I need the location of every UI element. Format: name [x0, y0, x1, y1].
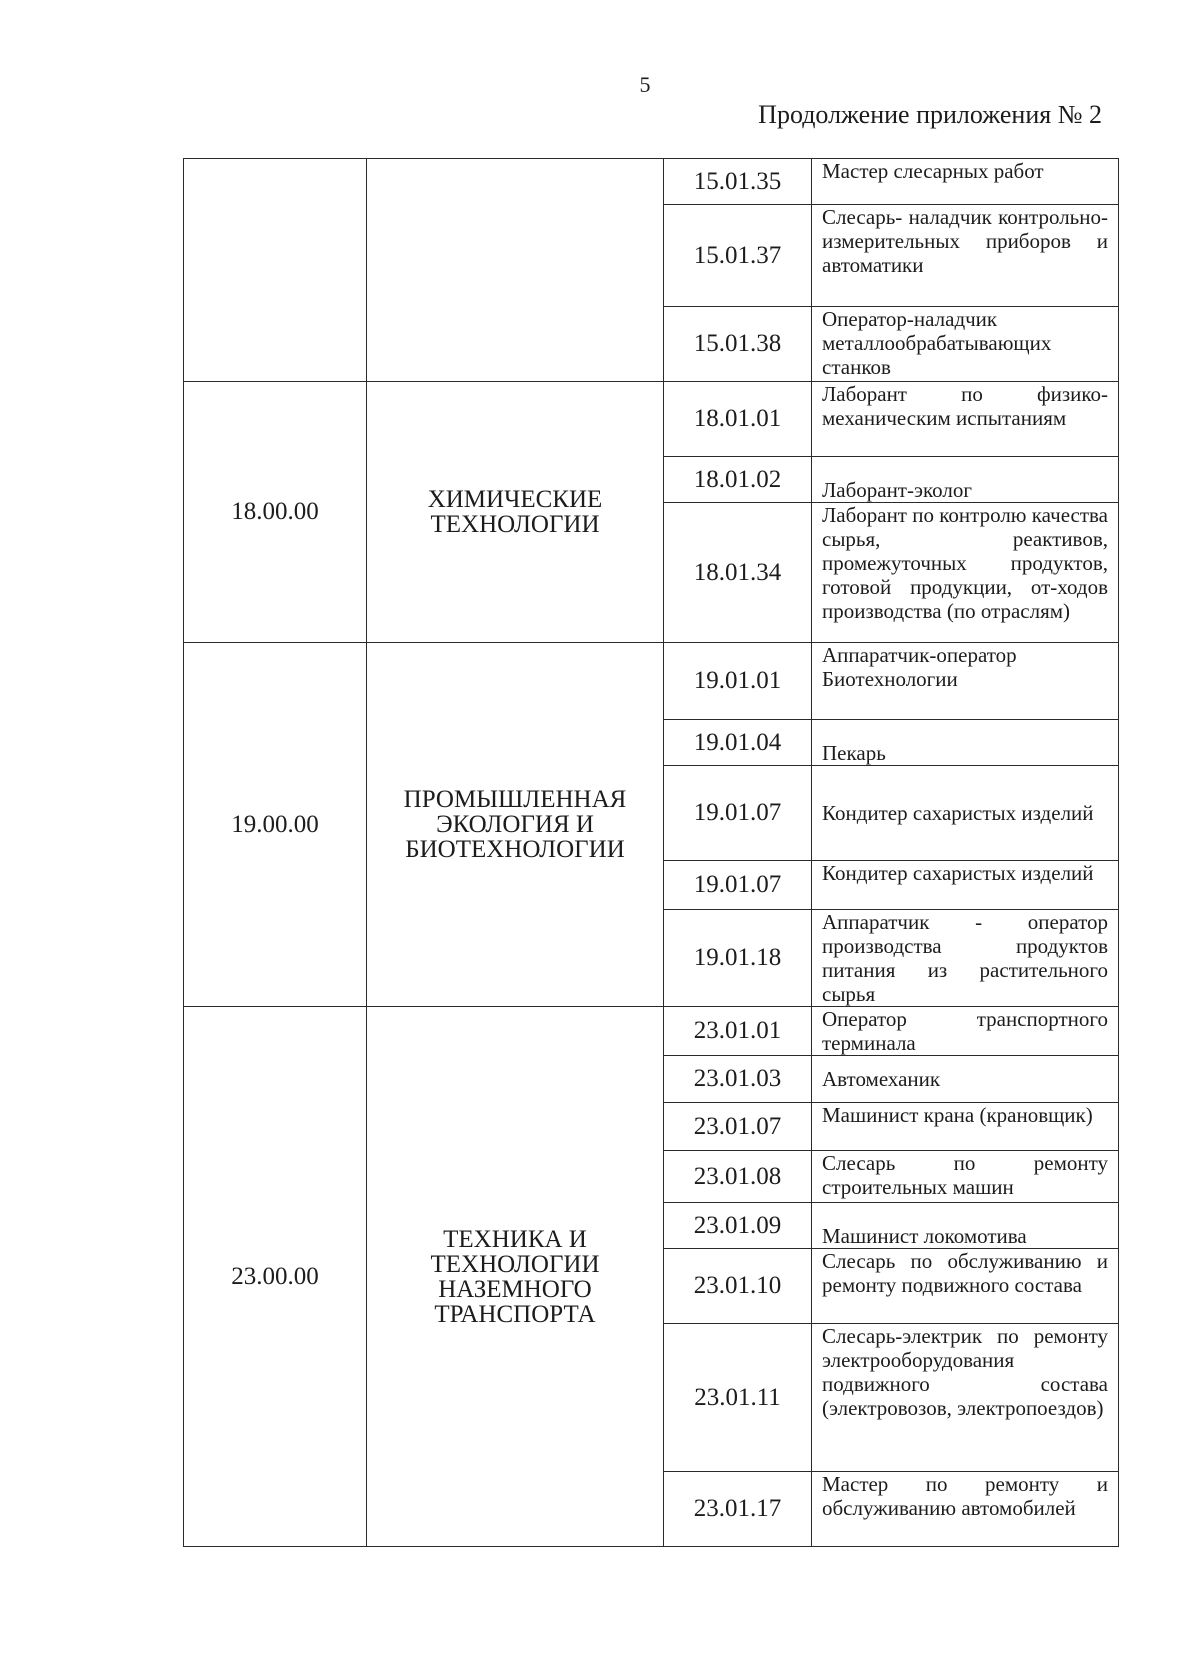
table-row: [184, 1007, 1119, 1056]
profession-name: Автомеханик: [812, 1056, 1119, 1103]
profession-name: Аппаратчик-оператор Биотехнологии: [812, 643, 1119, 720]
table-row: [184, 159, 1119, 205]
profession-name: Мастер слесарных работ: [812, 159, 1119, 205]
profession-code: 19.01.18: [664, 910, 812, 1007]
profession-code: 23.01.10: [664, 1249, 812, 1324]
profession-code: 19.01.07: [664, 766, 812, 861]
profession-name: Лаборант-эколог: [812, 457, 1119, 503]
profession-code: 23.01.11: [664, 1324, 812, 1472]
profession-code: 23.01.08: [664, 1151, 812, 1203]
page-number: 5: [639, 72, 651, 97]
group-name-cell: ПРОМЫШЛЕННАЯ ЭКОЛОГИЯ И БИОТЕХНОЛОГИИ: [367, 643, 664, 1007]
table-row: [184, 382, 1119, 457]
group-name-cell: [367, 159, 664, 382]
profession-name: Машинист локомотива: [812, 1203, 1119, 1249]
profession-name: Лаборант по физико-механическим испытаниям: [812, 382, 1119, 457]
profession-name: Оператор транспортного терминала: [812, 1007, 1119, 1056]
profession-code: 23.01.17: [664, 1472, 812, 1547]
profession-name: Слесарь по обслуживанию и ремонту подвижного состава: [812, 1249, 1119, 1324]
group-name-cell: ХИМИЧЕСКИЕ ТЕХНОЛОГИИ: [367, 382, 664, 643]
group-code-cell: [184, 159, 367, 382]
group-code-cell: 18.00.00: [184, 382, 367, 643]
profession-code: 23.01.03: [664, 1056, 812, 1103]
profession-name: Слесарь-электрик по ремонту электрооборудования подвижного состава (электровозов, электропоездов): [812, 1324, 1119, 1472]
profession-code: 23.01.07: [664, 1103, 812, 1151]
profession-code: 19.01.07: [664, 861, 812, 910]
profession-code: 15.01.38: [664, 307, 812, 382]
group-code-cell: 23.00.00: [184, 1007, 367, 1547]
professions-table: [183, 158, 1119, 1547]
profession-name: Оператор-наладчик металлообрабатывающих станков: [812, 307, 1119, 382]
profession-code: 15.01.35: [664, 159, 812, 205]
group-code-cell: 19.00.00: [184, 643, 367, 1007]
profession-name: Мастер по ремонту и обслуживанию автомобилей: [812, 1472, 1119, 1547]
profession-name: Кондитер сахаристых изделий: [812, 861, 1119, 910]
profession-code: 19.01.04: [664, 720, 812, 766]
profession-name: Кондитер сахаристых изделий: [812, 766, 1119, 861]
profession-code: 18.01.34: [664, 503, 812, 643]
profession-code: 19.01.01: [664, 643, 812, 720]
profession-name: Машинист крана (крановщик): [812, 1103, 1119, 1151]
profession-name: Слесарь по ремонту строительных машин: [812, 1151, 1119, 1203]
continuation-title: Продолжение приложения № 2: [758, 100, 1102, 129]
profession-name: Слесарь- наладчик контрольно-измерительных приборов и автоматики: [812, 205, 1119, 307]
profession-code: 15.01.37: [664, 205, 812, 307]
profession-name: Лаборант по контролю качества сырья, реактивов, промежуточных продуктов, готовой продукции, от-ходов производства (по отраслям): [812, 503, 1119, 643]
profession-code: 18.01.01: [664, 382, 812, 457]
profession-code: 23.01.01: [664, 1007, 812, 1056]
profession-name: Пекарь: [812, 720, 1119, 766]
profession-name: Аппаратчик - оператор производства продуктов питания из растительного сырья: [812, 910, 1119, 1007]
group-name-cell: ТЕХНИКА И ТЕХНОЛОГИИ НАЗЕМНОГО ТРАНСПОРТА: [367, 1007, 664, 1547]
table-row: [184, 643, 1119, 720]
profession-code: 23.01.09: [664, 1203, 812, 1249]
profession-code: 18.01.02: [664, 457, 812, 503]
